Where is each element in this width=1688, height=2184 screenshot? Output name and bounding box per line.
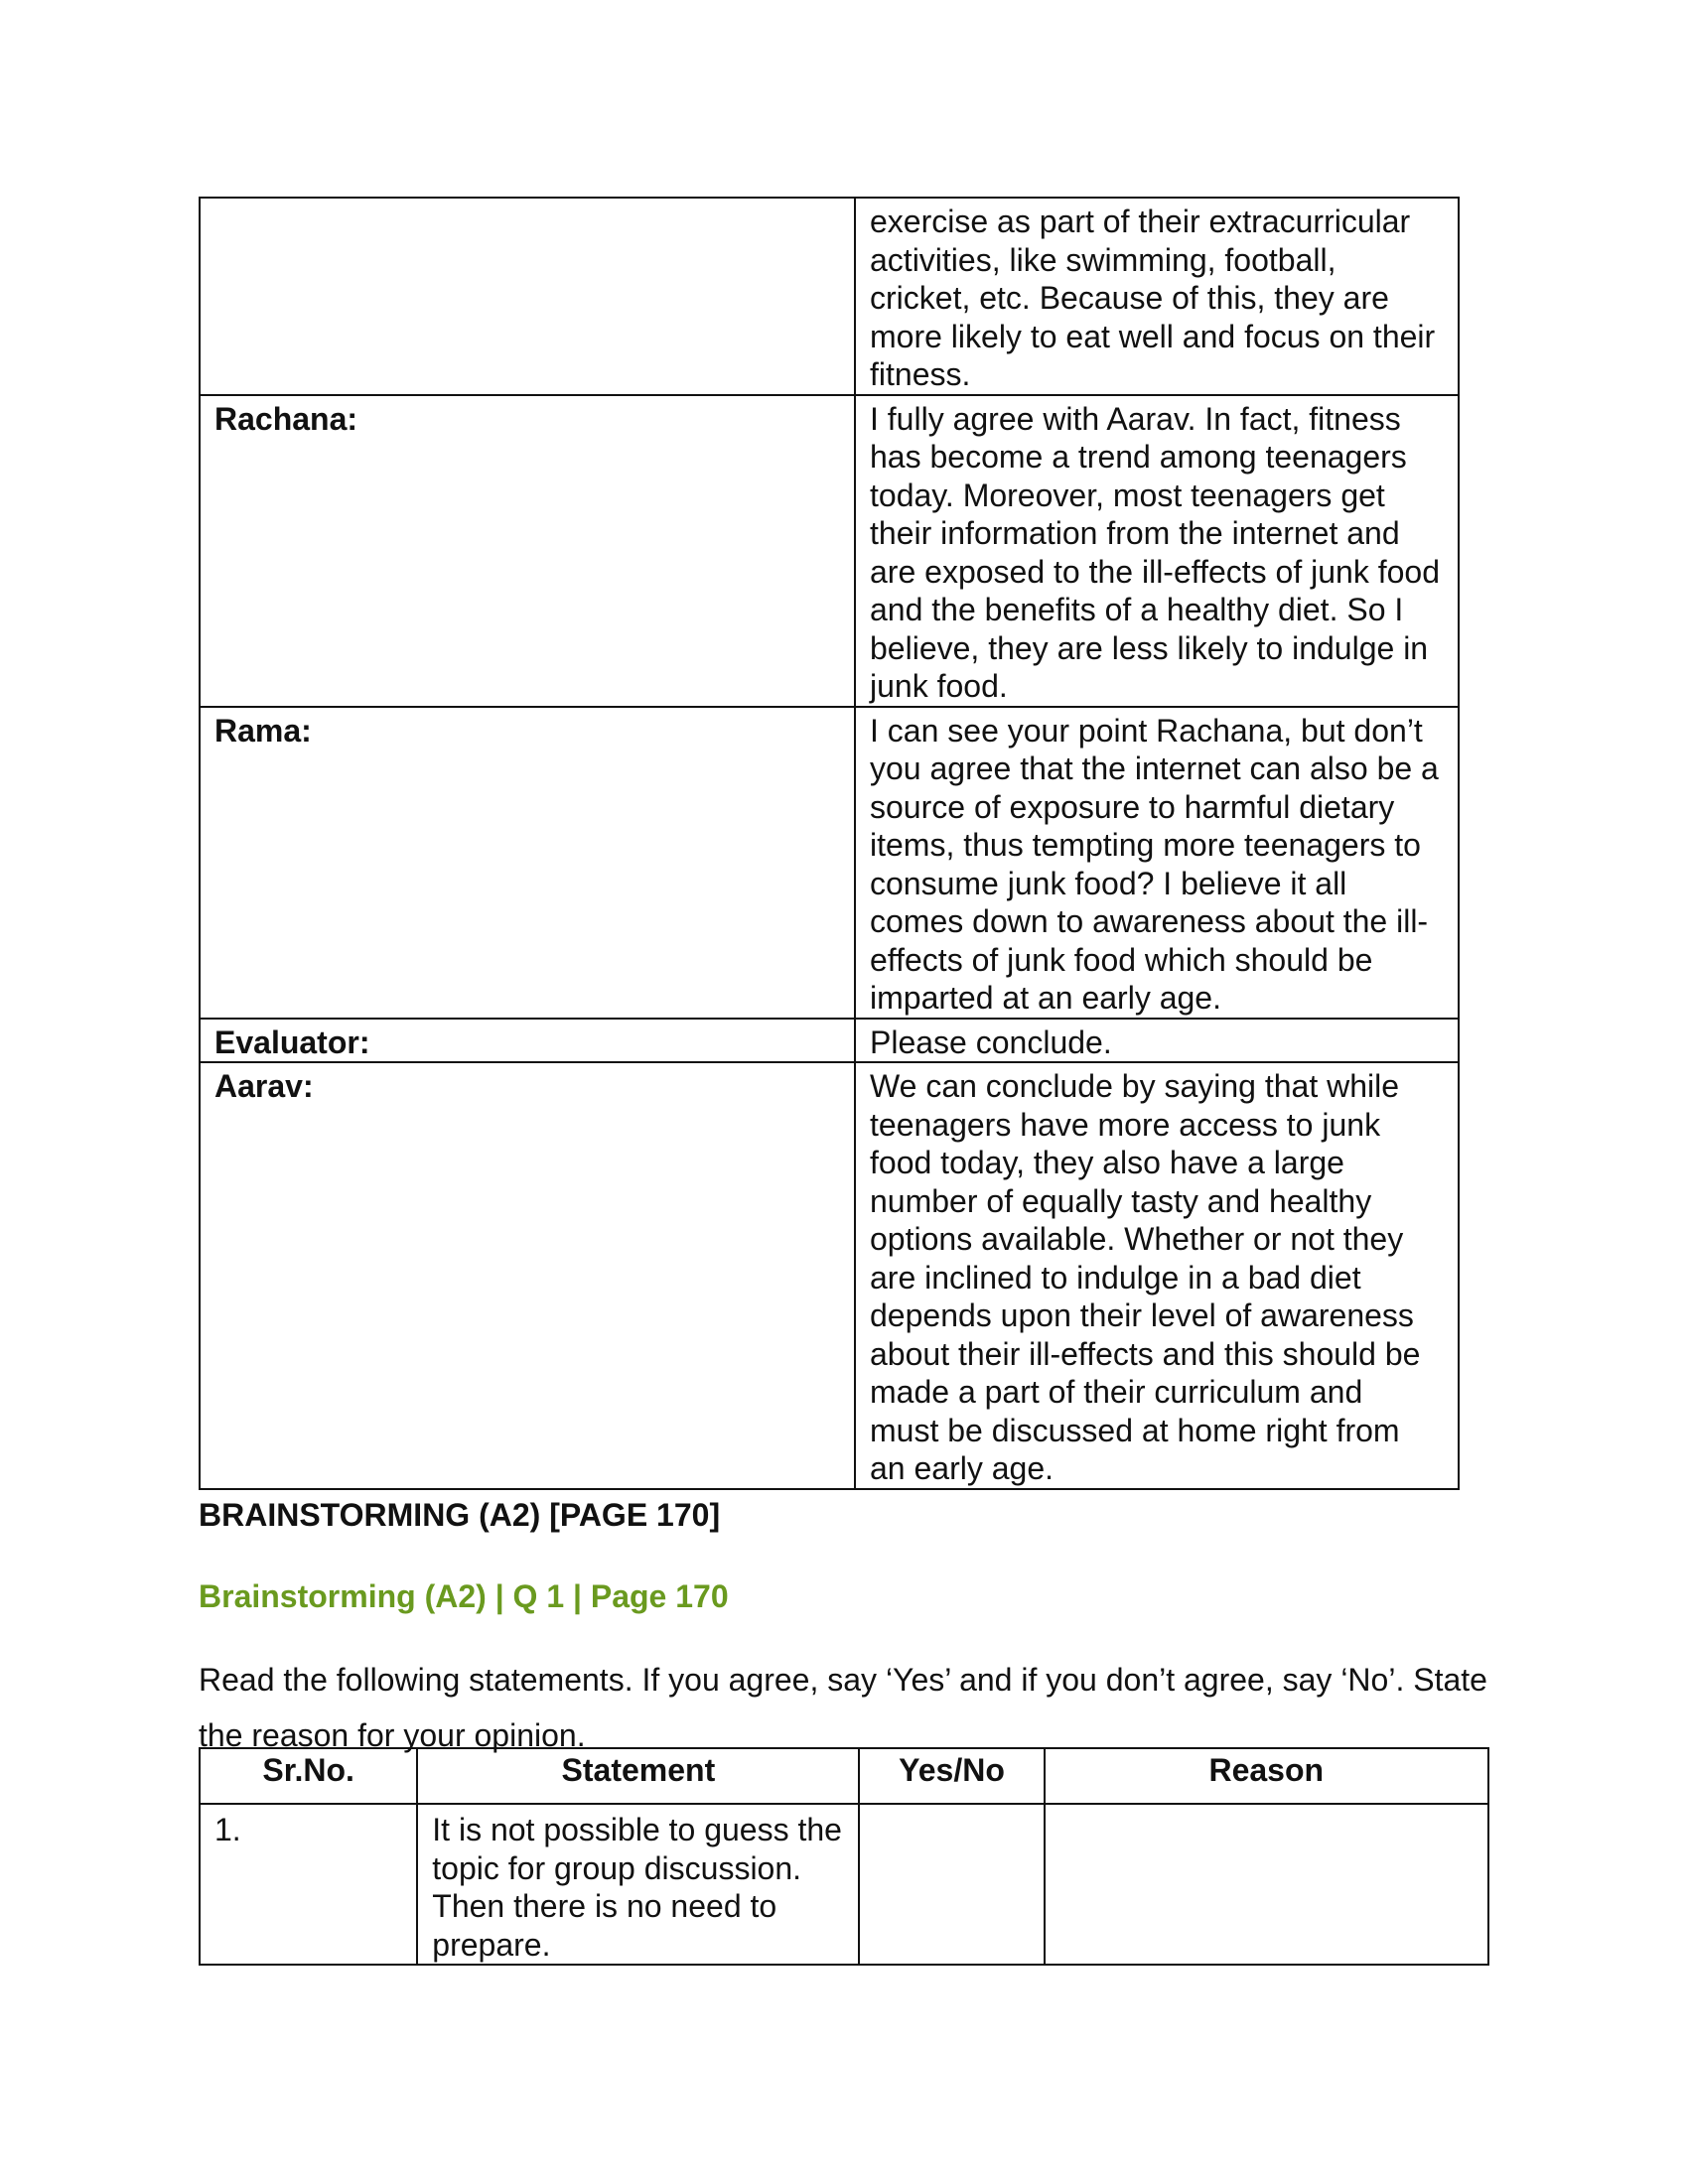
header-statement: Statement bbox=[417, 1748, 859, 1804]
dialogue-row bbox=[200, 707, 1459, 1019]
brainstorm-table bbox=[199, 1747, 1489, 1966]
question-heading: Brainstorming (A2) | Q 1 | Page 170 bbox=[199, 1578, 729, 1614]
header-yes-no: Yes/No bbox=[859, 1748, 1044, 1804]
speech-cell: I can see your point Rachana, but don’t you agree that the internet can also be a source of exposure to harmful dietary items, thus tempting more teenagers to consume junk food? I believe it all comes down to awareness about the ill-effects of junk food which should be imparted at an early age. bbox=[855, 707, 1459, 1019]
table-row bbox=[200, 1804, 1488, 1965]
speaker-cell bbox=[200, 198, 855, 395]
speech-cell: We can conclude by saying that while teenagers have more access to junk food today, they also have a large number of equally tasty and healthy options available. Whether or not they are inclined to indulge in a bad diet depends upon their level of awareness about their ill-effects and this should be made a part of their curriculum and must be discussed at home right from an early age. bbox=[855, 1062, 1459, 1489]
speaker-cell: Evaluator: bbox=[200, 1019, 855, 1063]
header-sr-no: Sr.No. bbox=[200, 1748, 417, 1804]
instructions-text: Read the following statements. If you agree, say ‘Yes’ and if you don’t agree, say ‘No’. State the reason for your opinion. bbox=[199, 1662, 1487, 1753]
statement-cell: It is not possible to guess the topic for group discussion. Then there is no need to prepare. bbox=[417, 1804, 859, 1965]
sr-no-cell: 1. bbox=[200, 1804, 417, 1965]
dialogue-row bbox=[200, 1062, 1459, 1489]
dialogue-row bbox=[200, 395, 1459, 707]
yes-no-cell bbox=[859, 1804, 1044, 1965]
dialogue-row bbox=[200, 198, 1459, 395]
section-heading: BRAINSTORMING (A2) [PAGE 170] bbox=[199, 1497, 721, 1533]
reason-cell bbox=[1045, 1804, 1488, 1965]
speech-cell: Please conclude. bbox=[855, 1019, 1459, 1063]
speaker-cell: Aarav: bbox=[200, 1062, 855, 1489]
speaker-cell: Rachana: bbox=[200, 395, 855, 707]
speaker-cell: Rama: bbox=[200, 707, 855, 1019]
speech-cell: exercise as part of their extracurricular activities, like swimming, football, cricket, etc. Because of this, they are more likely to eat well and focus on their fitness. bbox=[855, 198, 1459, 395]
speech-cell: I fully agree with Aarav. In fact, fitness has become a trend among teenagers today. Moreover, most teenagers get their information from the internet and are exposed to the ill-effects of junk food and the benefits of a healthy diet. So I believe, they are less likely to indulge in junk food. bbox=[855, 395, 1459, 707]
dialogue-table bbox=[199, 197, 1460, 1490]
table-header-row bbox=[200, 1748, 1488, 1804]
dialogue-row bbox=[200, 1019, 1459, 1063]
header-reason: Reason bbox=[1045, 1748, 1488, 1804]
